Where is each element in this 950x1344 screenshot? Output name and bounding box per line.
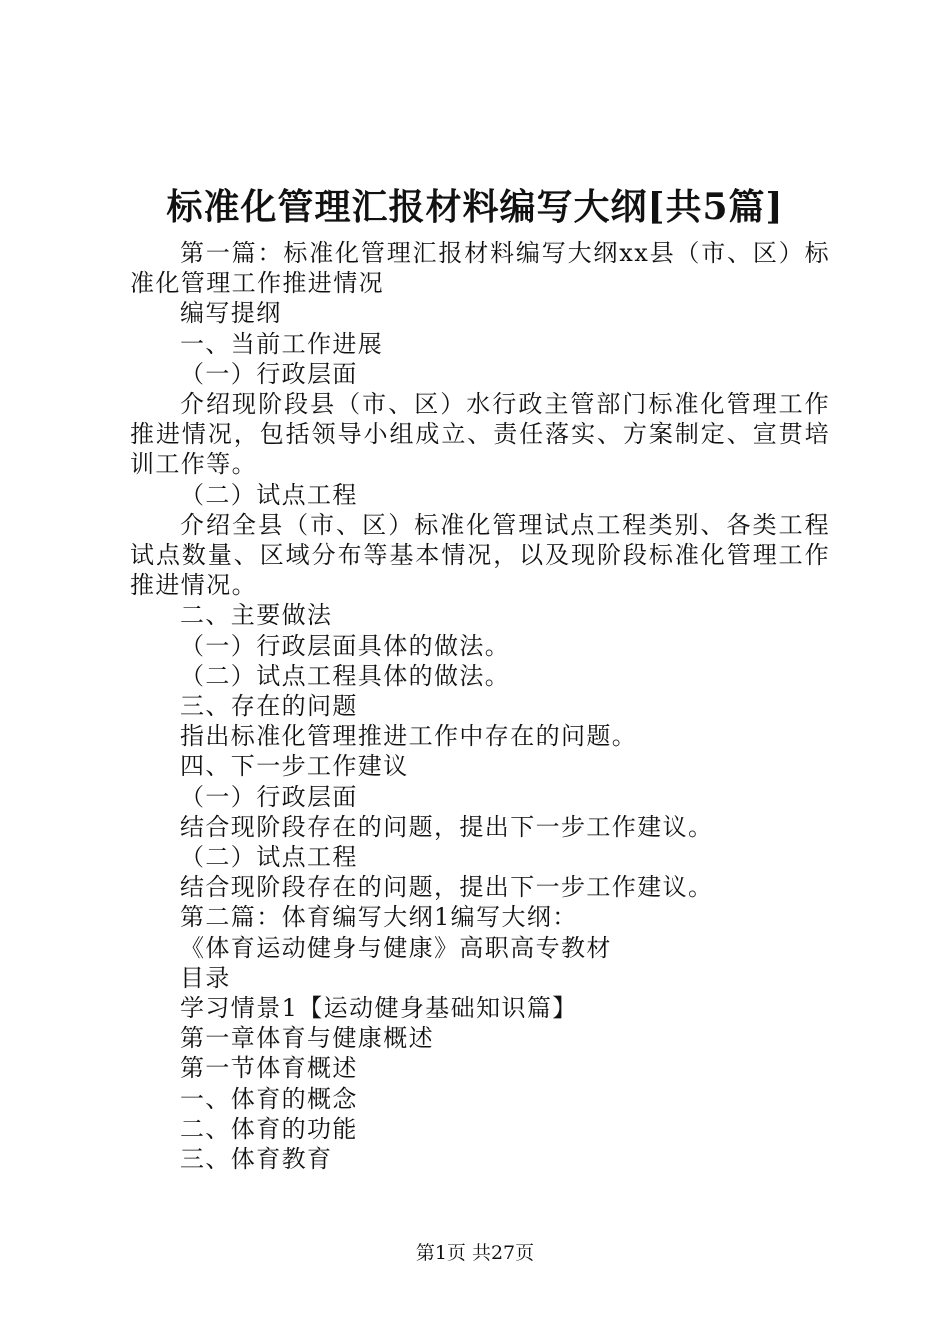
paragraph: 四、下一步工作建议 bbox=[180, 752, 409, 781]
paragraph: 第一章体育与健康概述 bbox=[180, 1024, 434, 1053]
paragraph: 目录 bbox=[180, 963, 231, 992]
page-footer: 第1页 共27页 bbox=[415, 1242, 535, 1264]
paragraph: 学习情景1【运动健身基础知识篇】 bbox=[180, 994, 578, 1023]
paragraph: 第二篇：体育编写大纲1编写大纲： bbox=[180, 903, 578, 932]
paragraph: 三、体育教育 bbox=[180, 1145, 333, 1174]
paragraph: 结合现阶段存在的问题，提出下一步工作建议。 bbox=[180, 812, 714, 841]
paragraph: 指出标准化管理推进工作中存在的问题。 bbox=[180, 722, 638, 751]
paragraph: 第一篇：标准化管理汇报材料编写大纲xx县（市、区）标准化管理工作推进情况 bbox=[130, 239, 830, 298]
paragraph: （一）行政层面具体的做法。 bbox=[180, 631, 511, 660]
paragraph: 三、存在的问题 bbox=[180, 692, 358, 721]
paragraph: 第一节体育概述 bbox=[180, 1054, 358, 1083]
document-title: 标准化管理汇报材料编写大纲[共5篇] bbox=[166, 186, 784, 228]
paragraph: 介绍现阶段县（市、区）水行政主管部门标准化管理工作推进情况，包括领导小组成立、责任落实、方案制定、宣贯培训工作等。 bbox=[130, 390, 830, 479]
paragraph: 结合现阶段存在的问题，提出下一步工作建议。 bbox=[180, 873, 714, 902]
paragraph: （一）行政层面 bbox=[180, 782, 358, 811]
paragraph: 一、当前工作进展 bbox=[180, 329, 384, 358]
paragraph: 一、体育的概念 bbox=[180, 1084, 358, 1113]
paragraph: 二、体育的功能 bbox=[180, 1114, 358, 1143]
paragraph: （二）试点工程 bbox=[180, 843, 358, 872]
paragraph: （一）行政层面 bbox=[180, 359, 358, 388]
paragraph: （二）试点工程具体的做法。 bbox=[180, 661, 511, 690]
paragraph: 《体育运动健身与健康》高职高专教材 bbox=[180, 933, 612, 962]
document-body bbox=[130, 238, 830, 1174]
paragraph: （二）试点工程 bbox=[180, 480, 358, 509]
paragraph: 编写提纲 bbox=[180, 299, 282, 328]
paragraph: 二、主要做法 bbox=[180, 601, 333, 630]
paragraph: 介绍全县（市、区）标准化管理试点工程类别、各类工程试点数量、区域分布等基本情况，以及现阶段标准化管理工作推进情况。 bbox=[130, 510, 830, 600]
